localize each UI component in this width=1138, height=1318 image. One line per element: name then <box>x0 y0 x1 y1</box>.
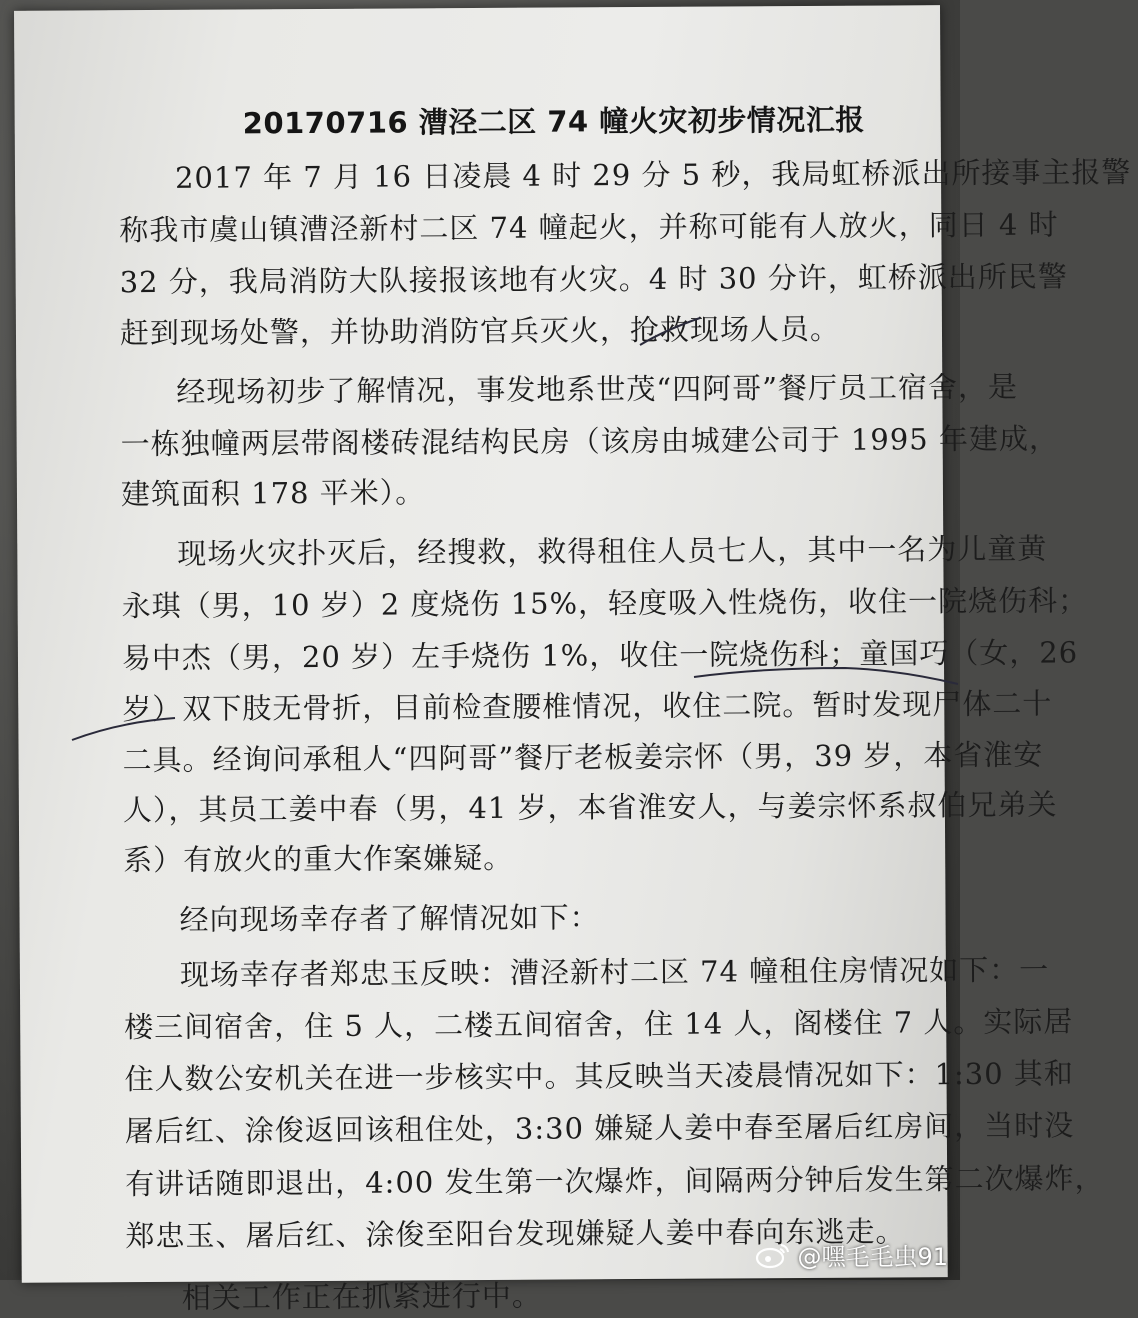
text-line: 相关工作正在抓紧进行中。 <box>181 1278 542 1315</box>
pen-underline <box>694 668 958 684</box>
text-line: 建筑面积 178 平米）。 <box>120 475 426 512</box>
text-line: 郑忠玉、屠后红、涂俊至阳台发现嫌疑人姜中春向东逃走。 <box>125 1214 906 1254</box>
document-title: 20170716 漕泾二区 74 幢火灾初步情况汇报 <box>242 102 865 141</box>
text-line: 易中杰（男，20 岁）左手烧伤 1%，收住一院烧伤科；童国巧（女，26 <box>121 635 1079 676</box>
text-line: 2017 年 7 月 16 日凌晨 4 时 29 分 5 秒，我局虹桥派出所接事主报警 <box>174 155 1132 195</box>
text-line: 住人数公安机关在进一步核实中。其反映当天凌晨情况如下：1:30 其和 <box>124 1056 1074 1097</box>
text-line: 赶到现场处警，并协助消防官兵灭火，抢救现场人员。 <box>119 311 841 351</box>
text-line: 岁）双下肢无骨折，目前检查腰椎情况，收住二院。暂时发现尸体二十 <box>122 686 1053 727</box>
text-line: 经现场初步了解情况，事发地系世茂“四阿哥”餐厅员工宿舍，是 <box>176 369 1019 409</box>
text-line: 一栋独幢两层带阁楼砖混结构民房（该房由城建公司于 1995 年建成， <box>120 421 1059 462</box>
text-line: 经向现场幸存者了解情况如下： <box>179 900 600 937</box>
text-line: 屠后红、涂俊返回该租住处，3:30 嫌疑人姜中春至屠后红房间，当时没 <box>124 1108 1075 1149</box>
text-line: 楼三间宿舍，住 5 人，二楼五间宿舍，住 14 人，阁楼住 7 人。实际居 <box>124 1004 1074 1045</box>
watermark <box>755 1237 948 1272</box>
text-line: 称我市虞山镇漕泾新村二区 74 幢起火，并称可能有人放火，同日 4 时 <box>119 207 1059 248</box>
pen-underline <box>72 718 175 740</box>
text-line: 现场火灾扑灭后，经搜救，救得租住人员七人，其中一名为儿童黄 <box>177 531 1048 571</box>
watermark-text: @嘿毛毛虫91 <box>797 1243 948 1271</box>
text-line: 二具。经询问承租人“四阿哥”餐厅老板姜宗怀（男，39 岁，本省淮安 <box>122 737 1044 778</box>
text-line: 系）有放火的重大作案嫌疑。 <box>123 840 514 878</box>
pen-tick-mark <box>640 318 700 345</box>
weibo-icon <box>755 1241 791 1269</box>
text-line: 32 分，我局消防大队接报该地有火灾。4 时 30 分许，虹桥派出所民警 <box>119 259 1068 300</box>
text-line: 现场幸存者郑忠玉反映：漕泾新村二区 74 幢租住房情况如下：一 <box>179 952 1050 992</box>
text-line: 永琪（男，10 岁）2 度烧伤 15%，轻度吸入性烧伤，收住一院烧伤科； <box>121 583 1089 624</box>
text-line: 人），其员工姜中春（男，41 岁，本省淮安人，与姜宗怀系叔伯兄弟关 <box>122 787 1058 828</box>
text-line: 有讲话随即退出，4:00 发生第一次爆炸，间隔两分钟后发生第二次爆炸， <box>125 1161 1105 1202</box>
